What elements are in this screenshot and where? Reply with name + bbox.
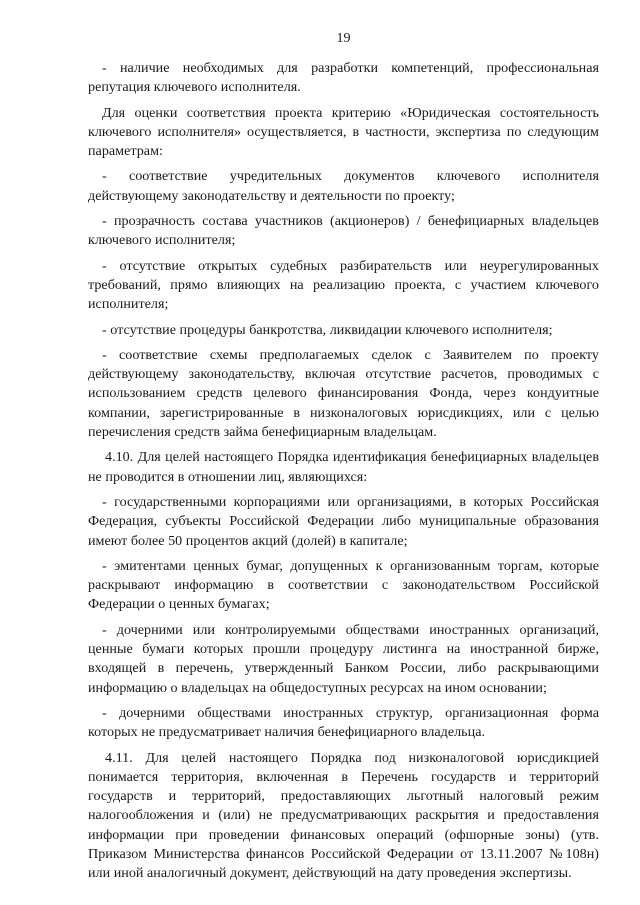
paragraph-state-corporations: - государственными корпорациями или организациями, в которых Российская Федерация, субъекты Российской Федерации либо муниципальные образования имеют более 50 процентов акций (долей) в капитале; — [88, 493, 599, 549]
section-4-10: 4.10. Для целей настоящего Порядка идентификация бенефициарных владельцев не проводится в отношении лиц, являющихся: — [88, 449, 599, 485]
paragraph-issuers: - эмитентами ценных бумаг, допущенных к организованным торгам, которые раскрывают информацию в соответствии с законодательством Российской Федерации о ценных бумагах; — [88, 557, 599, 613]
paragraph-founding-documents: - соответствие учредительных документов ключевого исполнителя действующему законодательству и деятельности по проекту; — [88, 168, 599, 204]
paragraph-legal-criterion: Для оценки соответствия проекта критерию «Юридическая состоятельность ключевого исполнителя» осуществляется, в частности, экспертиза по следующим параметрам: — [88, 104, 599, 160]
paragraph-subsidiaries-foreign: - дочерними обществами иностранных структур, организационная форма которых не предусматривает наличия бенефициарного владельца. — [88, 704, 599, 741]
section-4-11: 4.11. Для целей настоящего Порядка под низконалоговой юрисдикцией понимается территория, включенная в Перечень государств и территорий государств и территорий, предоставляющих льготный налоговый режим налогообложения и (или) не предусматривающих раскрытия и предоставления информации при проведении финансовых операций (офшорные зоны) (утв. Приказом Министерства финансов Российской Федерации от 13.11.2007 №108н) или иной аналогичный документ, действующий на дату проведения экспертизы. — [88, 749, 599, 882]
paragraph-bankruptcy: - отсутствие процедуры банкротства, ликвидации ключевого исполнителя; — [102, 321, 553, 338]
paragraph-litigation: - отсутствие открытых судебных разбирательств или неурегулированных требований, прямо влияющих на реализацию проекта, с участием ключевого исполнителя; — [88, 257, 599, 313]
document-page — [88, 30, 599, 890]
paragraph-transactions: - соответствие схемы предполагаемых сделок с Заявителем по проекту действующему законодательству, включая отсутствие расчетов, проводимых с использованием средств целевого финансирования Фонда, через кондуитные компании, зарегистрированные в низконалоговых юрисдикциях, или с целью перечисления средств займа бенефициарным владельцам. — [88, 346, 599, 441]
paragraph-transparency: - прозрачность состава участников (акционеров) / бенефициарных владельцев ключевого исполнителя; — [88, 213, 599, 249]
paragraph-competencies: - наличие необходимых для разработки компетенций, профессиональная репутация ключевого исполнителя. — [88, 60, 599, 96]
paragraph-subsidiaries-listed: - дочерними или контролируемыми обществами иностранных организаций, ценные бумаги которых прошли процедуру листинга на иностранной бирже, входящей в перечень, утвержденный Банком России, либо раскрывающими информацию о владельцах на общедоступных ресурсах на ином основании; — [88, 621, 599, 696]
page-number: 19 — [336, 31, 351, 46]
